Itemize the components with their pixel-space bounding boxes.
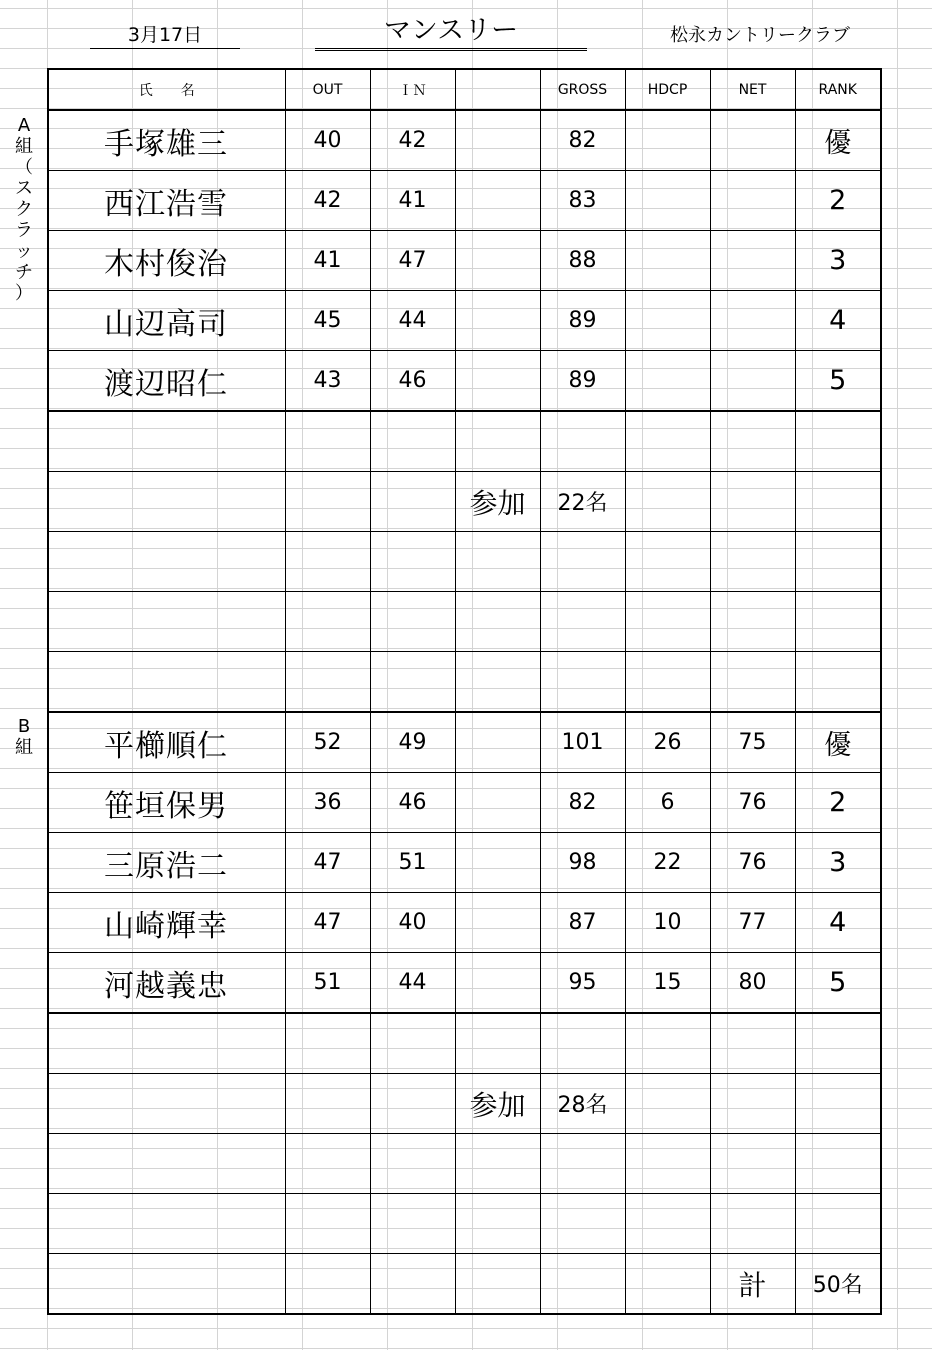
rank-value: 4 xyxy=(795,291,881,351)
hdcp-value: 22 xyxy=(625,833,710,893)
gross-score: 88 xyxy=(540,231,625,291)
empty-row xyxy=(48,652,881,713)
total-row xyxy=(48,1254,881,1315)
blank-cell xyxy=(455,893,540,953)
blank-cell xyxy=(455,833,540,893)
empty-row xyxy=(48,1134,881,1194)
hdcp-value xyxy=(625,291,710,351)
hdcp-value: 26 xyxy=(625,712,710,773)
gross-score: 89 xyxy=(540,291,625,351)
out-score: 42 xyxy=(285,171,370,231)
gross-score: 82 xyxy=(540,773,625,833)
gross-score: 98 xyxy=(540,833,625,893)
table-row xyxy=(48,712,881,773)
empty-row xyxy=(48,532,881,592)
page-title: マンスリー xyxy=(315,14,587,51)
net-score xyxy=(710,231,795,291)
in-score: 42 xyxy=(370,110,455,171)
header-row xyxy=(48,69,881,110)
hdcp-value: 10 xyxy=(625,893,710,953)
rank-value: 5 xyxy=(795,953,881,1014)
in-score: 46 xyxy=(370,351,455,412)
player-name: 渡辺昭仁 xyxy=(48,351,285,412)
out-score: 40 xyxy=(285,110,370,171)
blank-cell xyxy=(455,291,540,351)
player-name: 平櫛順仁 xyxy=(48,712,285,773)
empty-row xyxy=(48,1013,881,1074)
blank-cell xyxy=(455,231,540,291)
gross-score: 82 xyxy=(540,110,625,171)
date-label: 3月17日 xyxy=(90,22,240,49)
table-row xyxy=(48,773,881,833)
col-header-name: 氏 名 xyxy=(48,69,285,110)
side-char: ッ xyxy=(15,241,33,262)
gross-score: 87 xyxy=(540,893,625,953)
out-score: 43 xyxy=(285,351,370,412)
side-char: （ xyxy=(15,157,33,178)
in-score: 47 xyxy=(370,231,455,291)
player-name: 山辺高司 xyxy=(48,291,285,351)
blank-cell xyxy=(455,171,540,231)
hdcp-value xyxy=(625,351,710,412)
table-row xyxy=(48,291,881,351)
side-char: ラ xyxy=(15,220,33,241)
side-char: 組 xyxy=(15,737,33,758)
player-name: 三原浩二 xyxy=(48,833,285,893)
col-header-in: ＩＮ xyxy=(370,69,455,110)
participants-row-b xyxy=(48,1074,881,1134)
rank-value: 3 xyxy=(795,231,881,291)
col-header-hdcp: HDCP xyxy=(625,69,710,110)
hdcp-value xyxy=(625,171,710,231)
player-name: 西江浩雪 xyxy=(48,171,285,231)
col-header-out: OUT xyxy=(285,69,370,110)
gross-score: 101 xyxy=(540,712,625,773)
col-header-gross: GROSS xyxy=(540,69,625,110)
rank-value: 2 xyxy=(795,773,881,833)
rank-value: 優 xyxy=(795,712,881,773)
empty-row xyxy=(48,1194,881,1254)
participants-label: 参加 xyxy=(455,1074,540,1134)
out-score: 51 xyxy=(285,953,370,1014)
in-score: 49 xyxy=(370,712,455,773)
total-label: 計 xyxy=(710,1254,795,1315)
col-header-blank xyxy=(455,69,540,110)
in-score: 46 xyxy=(370,773,455,833)
net-score: 76 xyxy=(710,773,795,833)
empty-row xyxy=(48,592,881,652)
side-char: B xyxy=(17,716,31,737)
group-a-side-label xyxy=(12,115,36,304)
gross-score: 95 xyxy=(540,953,625,1014)
in-score: 40 xyxy=(370,893,455,953)
side-char: ス xyxy=(15,178,33,199)
participants-label: 参加 xyxy=(455,472,540,532)
rank-value: 3 xyxy=(795,833,881,893)
in-score: 51 xyxy=(370,833,455,893)
out-score: 47 xyxy=(285,833,370,893)
col-header-net: NET xyxy=(710,69,795,110)
table-row xyxy=(48,171,881,231)
blank-cell xyxy=(455,773,540,833)
net-score: 76 xyxy=(710,833,795,893)
participants-count: 28名 xyxy=(540,1074,625,1134)
out-score: 47 xyxy=(285,893,370,953)
blank-cell xyxy=(455,712,540,773)
net-score: 75 xyxy=(710,712,795,773)
net-score xyxy=(710,351,795,412)
table-row xyxy=(48,953,881,1014)
gross-score: 89 xyxy=(540,351,625,412)
participants-row-a xyxy=(48,472,881,532)
player-name: 山崎輝幸 xyxy=(48,893,285,953)
hdcp-value: 6 xyxy=(625,773,710,833)
table-row xyxy=(48,351,881,412)
blank-cell xyxy=(455,351,540,412)
hdcp-value: 15 xyxy=(625,953,710,1014)
side-char: ク xyxy=(15,199,33,220)
rank-value: 4 xyxy=(795,893,881,953)
net-score xyxy=(710,171,795,231)
player-name: 河越義忠 xyxy=(48,953,285,1014)
empty-row xyxy=(48,411,881,472)
out-score: 36 xyxy=(285,773,370,833)
net-score: 80 xyxy=(710,953,795,1014)
side-char: チ xyxy=(15,262,33,283)
blank-cell xyxy=(455,953,540,1014)
side-char: ） xyxy=(15,283,33,304)
group-b-side-label xyxy=(12,716,36,758)
blank-cell xyxy=(455,110,540,171)
hdcp-value xyxy=(625,110,710,171)
page-header xyxy=(0,0,932,68)
gross-score: 83 xyxy=(540,171,625,231)
net-score xyxy=(710,291,795,351)
hdcp-value xyxy=(625,231,710,291)
rank-value: 5 xyxy=(795,351,881,412)
side-char: A xyxy=(17,115,31,136)
rank-value: 2 xyxy=(795,171,881,231)
in-score: 44 xyxy=(370,953,455,1014)
col-header-rank: RANK xyxy=(795,69,881,110)
table-row xyxy=(48,231,881,291)
out-score: 45 xyxy=(285,291,370,351)
out-score: 52 xyxy=(285,712,370,773)
total-count: 50名 xyxy=(795,1254,881,1315)
results-table xyxy=(47,68,882,1315)
net-score: 77 xyxy=(710,893,795,953)
table-row xyxy=(48,110,881,171)
player-name: 笹垣保男 xyxy=(48,773,285,833)
club-name: 松永カントリークラブ xyxy=(670,25,850,46)
side-char: 組 xyxy=(15,136,33,157)
out-score: 41 xyxy=(285,231,370,291)
in-score: 44 xyxy=(370,291,455,351)
table-row xyxy=(48,833,881,893)
in-score: 41 xyxy=(370,171,455,231)
rank-value: 優 xyxy=(795,110,881,171)
participants-count: 22名 xyxy=(540,472,625,532)
player-name: 木村俊治 xyxy=(48,231,285,291)
player-name: 手塚雄三 xyxy=(48,110,285,171)
table-row xyxy=(48,893,881,953)
net-score xyxy=(710,110,795,171)
